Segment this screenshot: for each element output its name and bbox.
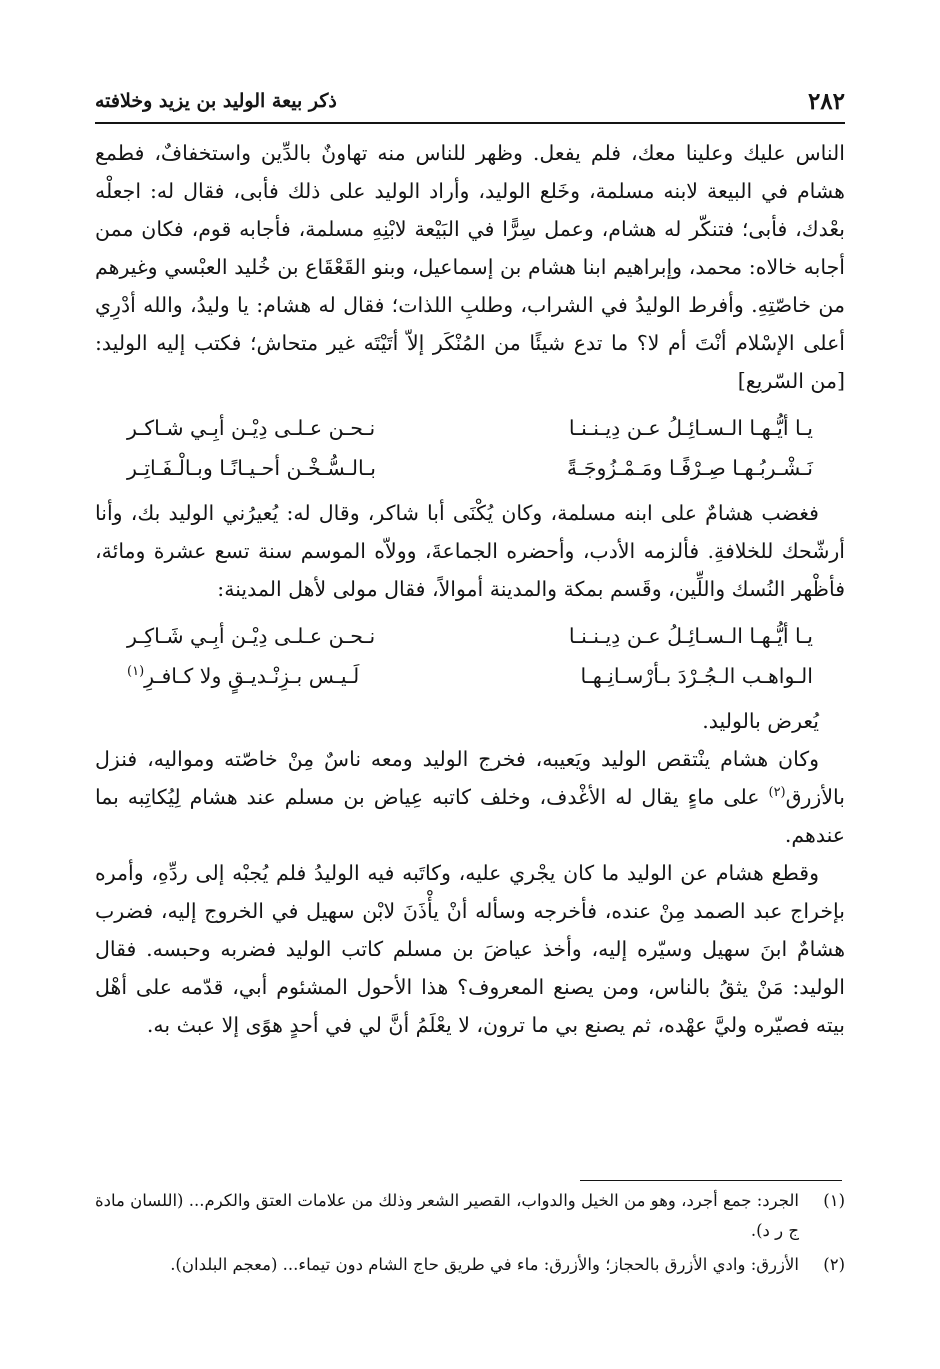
hemistich-second-with-ref [127,656,359,696]
paragraph-part: وكان هشام ينْتقص الوليد ويَعيبه، فخرج الوليد ومعه ناسٌ مِنْ خاصّته ومواليه، فنزل بالأزرق [95,747,845,809]
poem-verse [95,616,845,656]
footnote-rule [580,1180,842,1181]
hemistich-second: بـالـسُّـخْـن أحـيـانًـا وبـالْـفَـاتِـر [127,456,376,480]
hemistich-second: لَـيـس بـزِنْـديـقٍ ولا كـافـرِ [144,664,360,688]
footnote-ref-1: (١) [127,664,145,680]
poem [95,616,845,696]
paragraph: وقطع هشام عن الوليد ما كان يجْري عليه، وكاتَبه فيه الوليدُ فلم يُجبْه إلى ردِّهِ، وأمره بإخراج عبد الصمد مِنْ عنده، فأخرجه وسأله أنْ يأْذَنَ لابْن سهيل في الخروج إليه، فضرب هشامٌ ابنَ سهيل وسيّره إليه، وأخذ عياضَ بن مسلم كاتب الوليد فضربه وحبسه. فقال الوليد: مَنْ يثقُ بالناس، ومن يصنع المعروف؟ هذا الأحول المشئوم أبي، قدّمه على أهْل بيته فصيّره وليَّ عهْده، ثم يصنع بي ما ترون، لا يعْلَمُ أنَّ لي في أحدٍ هوًى إلا عبث به. [95,861,845,1037]
footnote-number: (٢) [823,1255,845,1274]
page-header [95,84,845,118]
footnote-text: الأزرق: وادي الأزرق بالحجاز؛ والأزرق: ماء في طريق حاج الشام دون تيماء... (معجم البلدان). [170,1255,799,1274]
footnote-number: (١) [823,1191,845,1210]
paragraph [95,740,845,854]
poem [95,408,845,488]
footnote-ref-2: (٢) [768,785,786,801]
poem-verse [95,408,845,448]
paragraph: فغضب هشامٌ على ابنه مسلمة، وكان يُكْنَى أبا شاكر، وقال له: يُعيرُني الوليد بك، وأنا أرشّحك للخلافةِ. فألزمه الأدب، وأحضره الجماعةَ، وولاّه الموسم سنة تسع عشرة ومائة، فأظْهر النُسك واللِّين، وقَسم بمكة والمدينة أموالاً، فقال مولى لأهل المدينة: [95,501,845,601]
hemistich-second: نـحـن عـلـى دِيْـن أبِـي شَـاكِـر [127,624,376,648]
hemistich-first: يـا أيُّـهـا الـسـائِـلُ عـن دِيـنـنـا [568,624,813,648]
paragraph-part: على ماءٍ يقال له الأغْدف، وخلف كاتبه عِياض بن مسلم عند هشام لِيُكاتِبه بما عندهم. [95,785,845,847]
hemistich-first: الـواهـب الـجُـرْدَ بـأرْسـانِـهـا [580,664,813,688]
hemistich-second: نـحـن عـلـى دِيْـن أبِـي شـاكـر [127,416,376,440]
paragraph: الناس عليك وعلينا معك، فلم يفعل. وظهر للناس منه تهاونٌ بالدِّين واستخفافٌ، فطمع هشام في البيعة لابنه مسلمة، وخَلع الوليد، وأراد الوليد على ذلك فأبى، فقال له: اجعلْه بعْدك، فأبى؛ فتنكّر له هشام، وعمل سِرًّا في البَيْعة لابْنِهِ مسلمة، فأجابه قوم، فكان ممن أجابه خالاه: محمد، وإبراهيم ابنا هشام بن إسماعيل، وبنو القَعْقَاع بن خُليد العبْسي وغيرهم من خاصّتِهِ. وأفرط الوليدُ في الشراب، وطلبِ اللذات؛ فقال له هشام: يا وليدُ، والله أدْرِي أعلى الإسْلام أنْتَ أم لا؟ ما تدع شيئًا من المُنْكَر إلاّ أتَيْتَه غير متحاش؛ فكتب إليه الوليد: [من السّريع] [95,141,845,393]
header-rule [95,122,845,124]
hemistich-first: نَـشْـربُـهـا صِـرْفًـا ومَـمْـزُوجَـةً [566,456,813,480]
page-number: ٢٨٢ [807,87,845,115]
footnote-text: الجرد: جمع أجرد، وهو من الخيل والدواب، القصير الشعر وذلك من علامات العتق والكرم... (اللسان مادة ج ر د). [95,1191,799,1240]
poem-verse [95,656,845,696]
paragraph: يُعرض بالوليد. [702,709,819,733]
hemistich-first: يـا أيُّـهـا الـسـائِـلُ عـن دِيـنـنـا [568,416,813,440]
poem-verse [95,448,845,488]
running-title: ذكر بيعة الوليد بن يزيد وخلافته [95,90,337,112]
footnotes [95,1186,845,1284]
main-text [95,134,845,1044]
footnote [95,1186,845,1246]
footnote [95,1250,845,1280]
